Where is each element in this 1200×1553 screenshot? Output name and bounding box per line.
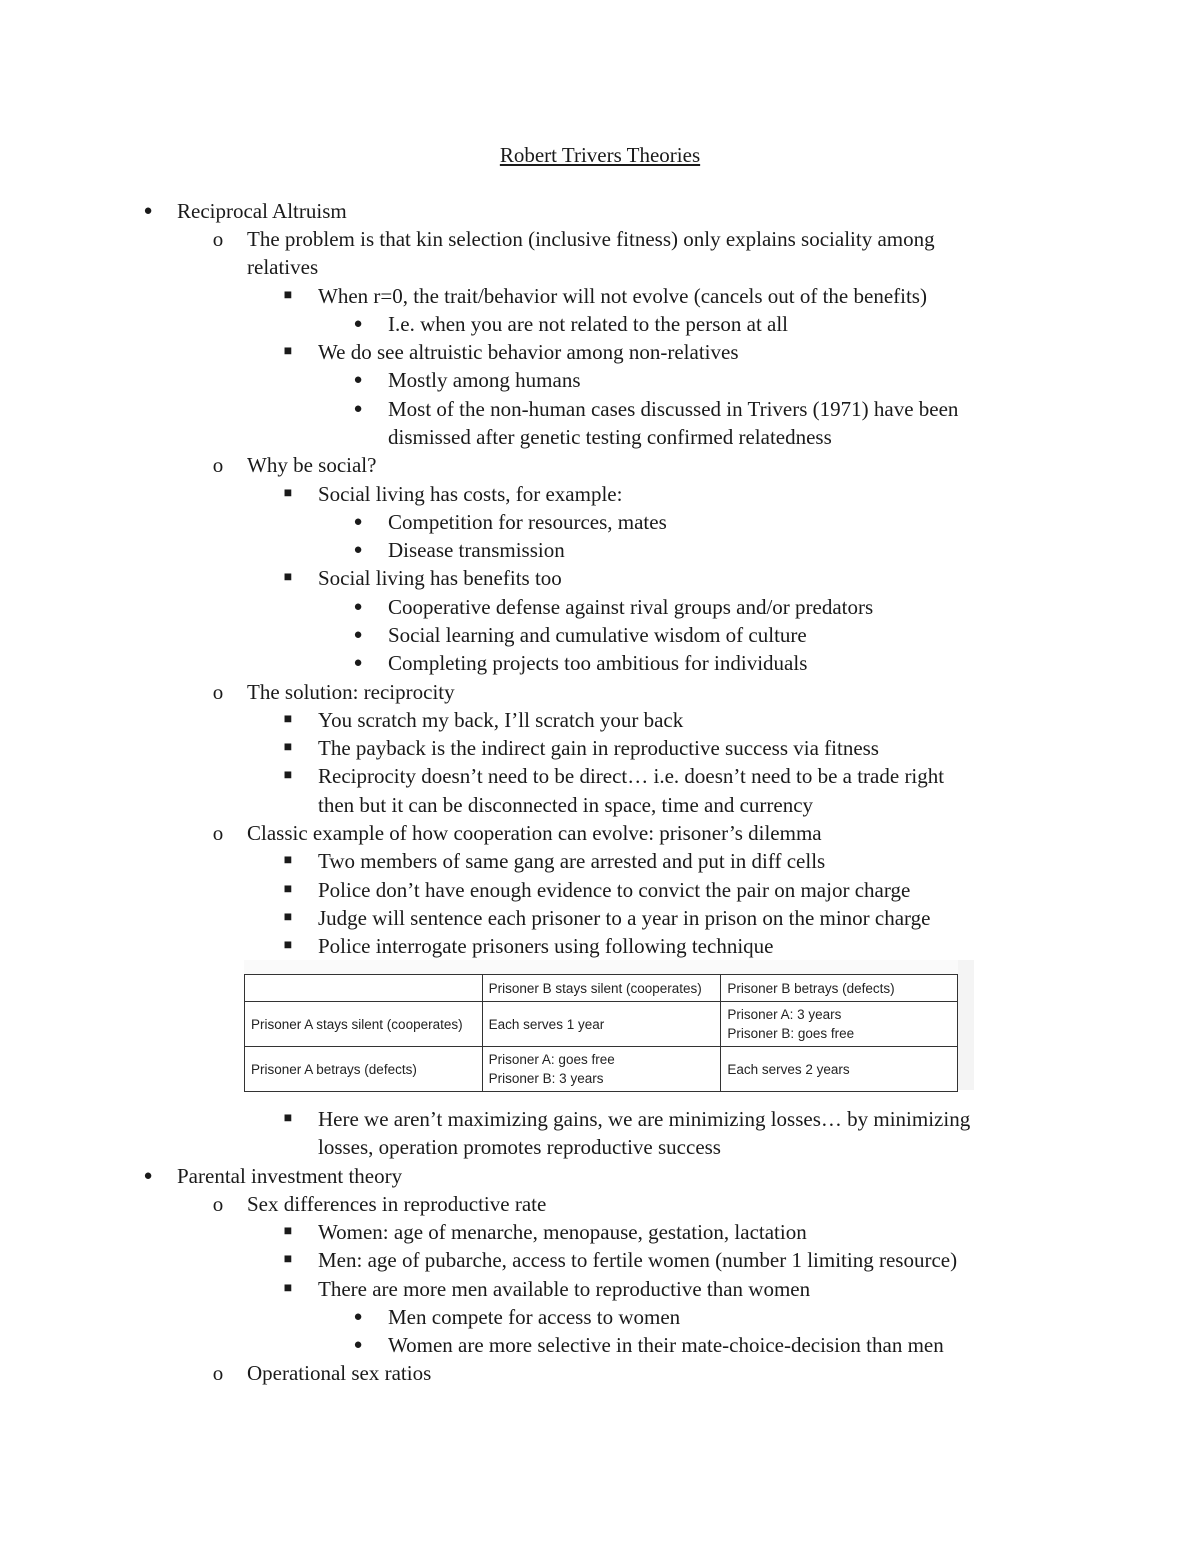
outline-item-minimizing-losses: Here we aren’t maximizing gains, we are minimizing losses… by minimizing <box>318 1107 971 1131</box>
table-image-edge <box>958 960 974 1090</box>
table-row-label-a-silent: Prisoner A stays silent (cooperates) <box>245 1002 483 1047</box>
outline-item-non-human-cases: Most of the non-human cases discussed in Trivers (1971) have been <box>388 397 959 421</box>
bullet-level3-icon: ■ <box>283 853 293 868</box>
outline-item-payback: The payback is the indirect gain in reproductive success via fitness <box>318 736 879 760</box>
table-cell-line: Prisoner B: 3 years <box>488 1071 604 1086</box>
outline-item-projects: Completing projects too ambitious for individuals <box>388 651 808 675</box>
bullet-level2-icon: o <box>212 821 224 845</box>
bullet-level2-icon: o <box>212 1361 224 1385</box>
outline-item-women: Women: age of menarche, menopause, gestation, lactation <box>318 1220 807 1244</box>
outline-item-reciprocity-direct: Reciprocity doesn’t need to be direct… i.e. doesn’t need to be a trade right <box>318 764 945 788</box>
table-cell <box>482 1047 721 1092</box>
bullet-level3-icon: ■ <box>283 486 293 501</box>
bullet-level3-icon: ■ <box>283 712 293 727</box>
bullet-level1-icon: ● <box>143 203 153 219</box>
prisoners-dilemma-table <box>244 974 958 1092</box>
outline-item-reciprocity-direct-cont: then but it can be disconnected in space, time and currency <box>318 793 814 817</box>
outline-item-costs: Social living has costs, for example: <box>318 482 623 506</box>
outline-item-mostly-humans: Mostly among humans <box>388 368 581 392</box>
outline-item-problem-cont: relatives <box>247 255 319 279</box>
bullet-level3-icon: ■ <box>283 740 293 755</box>
outline-item-reciprocal-altruism: Reciprocal Altruism <box>177 199 347 223</box>
table-cell: Each serves 1 year <box>482 1002 721 1047</box>
outline-item-gang-arrested: Two members of same gang are arrested and put in diff cells <box>318 849 826 873</box>
bullet-level3-icon: ■ <box>283 570 293 585</box>
bullet-level4-icon: ● <box>353 514 363 530</box>
table-header-b-silent: Prisoner B stays silent (cooperates) <box>482 975 721 1002</box>
outline-item-minimizing-losses-cont: losses, operation promotes reproductive success <box>318 1135 721 1159</box>
bullet-level1-icon: ● <box>143 1168 153 1184</box>
bullet-level4-icon: ● <box>353 401 363 417</box>
outline-item-problem: The problem is that kin selection (inclusive fitness) only explains sociality among <box>247 227 935 251</box>
outline-item-parental-investment: Parental investment theory <box>177 1164 403 1188</box>
bullet-level3-icon: ■ <box>283 1224 293 1239</box>
table-header-b-betrays: Prisoner B betrays (defects) <box>721 975 958 1002</box>
bullet-level3-icon: ■ <box>283 1111 293 1126</box>
outline-item-scratch-back: You scratch my back, I’ll scratch your back <box>318 708 684 732</box>
table-header-row <box>245 975 958 1002</box>
outline-item-operational-sex-ratios: Operational sex ratios <box>247 1361 432 1385</box>
outline-item-interrogate: Police interrogate prisoners using following technique <box>318 934 774 958</box>
bullet-level4-icon: ● <box>353 1337 363 1353</box>
outline-item-social-learning: Social learning and cumulative wisdom of culture <box>388 623 807 647</box>
outline-item-prisoners-dilemma: Classic example of how cooperation can evolve: prisoner’s dilemma <box>247 821 822 845</box>
bullet-level3-icon: ■ <box>283 910 293 925</box>
bullet-level3-icon: ■ <box>283 1281 293 1296</box>
bullet-level4-icon: ● <box>353 372 363 388</box>
table-cell-line: Prisoner A: goes free <box>488 1052 615 1067</box>
bullet-level3-icon: ■ <box>283 882 293 897</box>
outline-item-why-social: Why be social? <box>247 453 377 477</box>
table-row <box>245 1047 958 1092</box>
outline-item-cooperative-defense: Cooperative defense against rival groups and/or predators <box>388 595 874 619</box>
bullet-level4-icon: ● <box>353 655 363 671</box>
outline-item-sex-differences: Sex differences in reproductive rate <box>247 1192 547 1216</box>
outline-item-not-related: I.e. when you are not related to the person at all <box>388 312 789 336</box>
outline-item-men-compete: Men compete for access to women <box>388 1305 681 1329</box>
table-cell-line: Prisoner B: goes free <box>727 1026 855 1041</box>
outline-item-altruistic-non-relatives: We do see altruistic behavior among non-relatives <box>318 340 739 364</box>
bullet-level4-icon: ● <box>353 599 363 615</box>
bullet-level2-icon: o <box>212 1192 224 1216</box>
bullet-level3-icon: ■ <box>283 288 293 303</box>
table-cell <box>721 1002 958 1047</box>
table-cell-line: Prisoner A: 3 years <box>727 1007 842 1022</box>
bullet-level4-icon: ● <box>353 1309 363 1325</box>
outline-item-solution: The solution: reciprocity <box>247 680 455 704</box>
outline-item-men: Men: age of pubarche, access to fertile women (number 1 limiting resource) <box>318 1248 958 1272</box>
bullet-level4-icon: ● <box>353 627 363 643</box>
bullet-level4-icon: ● <box>353 542 363 558</box>
table-cell-corner <box>245 975 483 1002</box>
bullet-level2-icon: o <box>212 453 224 477</box>
outline-item-benefits: Social living has benefits too <box>318 566 562 590</box>
bullet-level3-icon: ■ <box>283 768 293 783</box>
bullet-level2-icon: o <box>212 227 224 251</box>
table-image-backdrop <box>244 960 974 974</box>
table-row-label-a-betrays: Prisoner A betrays (defects) <box>245 1047 483 1092</box>
document-title: Robert Trivers Theories <box>499 143 701 167</box>
outline-item-more-men: There are more men available to reproductive than women <box>318 1277 811 1301</box>
outline-item-r-zero: When r=0, the trait/behavior will not evolve (cancels out of the benefits) <box>318 284 927 308</box>
table-row <box>245 1002 958 1047</box>
bullet-level3-icon: ■ <box>283 344 293 359</box>
bullet-level2-icon: o <box>212 680 224 704</box>
table-cell: Each serves 2 years <box>721 1047 958 1092</box>
outline-item-women-selective: Women are more selective in their mate-choice-decision than men <box>388 1333 944 1357</box>
bullet-level3-icon: ■ <box>283 938 293 953</box>
outline-item-competition: Competition for resources, mates <box>388 510 667 534</box>
bullet-level3-icon: ■ <box>283 1252 293 1267</box>
outline-item-non-human-cases-cont: dismissed after genetic testing confirmed relatedness <box>388 425 832 449</box>
bullet-level4-icon: ● <box>353 316 363 332</box>
outline-item-disease: Disease transmission <box>388 538 565 562</box>
outline-item-judge: Judge will sentence each prisoner to a year in prison on the minor charge <box>318 906 931 930</box>
outline-item-evidence: Police don’t have enough evidence to convict the pair on major charge <box>318 878 911 902</box>
